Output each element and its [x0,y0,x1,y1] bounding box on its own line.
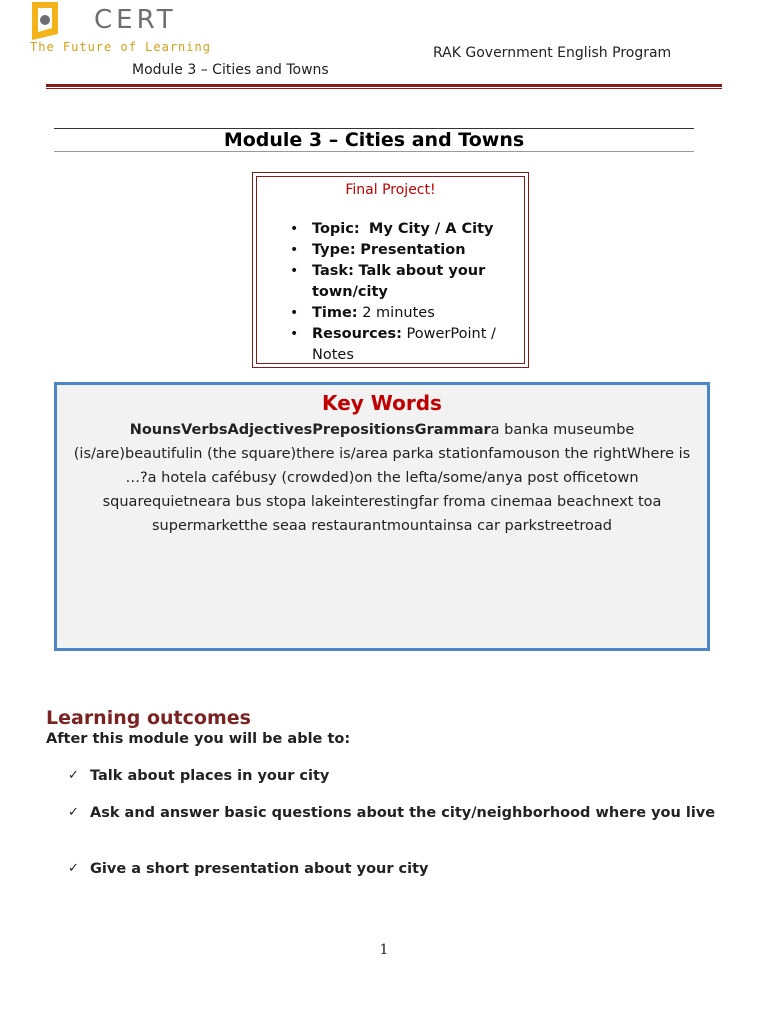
key-words-list: a banka museumbe (is/are)beautifulin (the square)there is/area parka stationfamouson the rightWhere is …?a hotela cafébusy (crowded)on the lefta/some/anya post officetown squarequietneara bus stopa lakeinterestingfar froma cinemaa beachnext toa supermarketthe seaa restaurantmountainsa car parkstreetroad [73,422,691,534]
final-project-list [290,219,515,366]
page-number: 1 [379,942,389,958]
page-title: Module 3 – Cities and Towns [223,129,525,151]
list-item: • Time: 2 minutes [290,303,515,324]
logo-mark-icon [28,0,64,42]
key-words-box [54,382,710,651]
key-words-categories: NounsVerbsAdjectivesPrepositionsGrammar [129,422,491,438]
list-item: • Resources: PowerPoint / Notes [290,324,515,366]
learning-outcomes-heading: Learning outcomes [46,707,251,729]
key-words-heading: Key Words [322,391,442,415]
header-divider-thin [46,88,722,89]
final-project-heading: Final Project! [345,182,436,198]
list-item: • Type: Presentation [290,240,515,261]
list-item: • Task: Talk about your town/city [290,261,515,303]
learning-outcomes-intro: After this module you will be able to: [46,731,351,747]
logo-brand: CERT [94,5,177,35]
list-item: • Topic: My City / A City [290,219,515,240]
final-project-box [252,172,529,368]
title-rule-bottom [54,151,694,152]
list-item: ✓ Ask and answer basic questions about the city/neighborhood where you live [68,805,716,821]
checkmark-icon: ✓ [68,805,79,820]
cert-logo [28,0,211,58]
logo-tagline: The Future of Learning [30,40,211,54]
list-item: ✓ Give a short presentation about your city [68,861,429,877]
program-name: RAK Government English Program [433,45,672,61]
key-words-text [69,418,695,538]
header-divider [46,84,722,87]
checkmark-icon: ✓ [68,768,79,783]
list-item: ✓ Talk about places in your city [68,768,330,784]
final-project-inner [256,176,525,364]
header-module: Module 3 – Cities and Towns [132,62,329,78]
checkmark-icon: ✓ [68,861,79,876]
